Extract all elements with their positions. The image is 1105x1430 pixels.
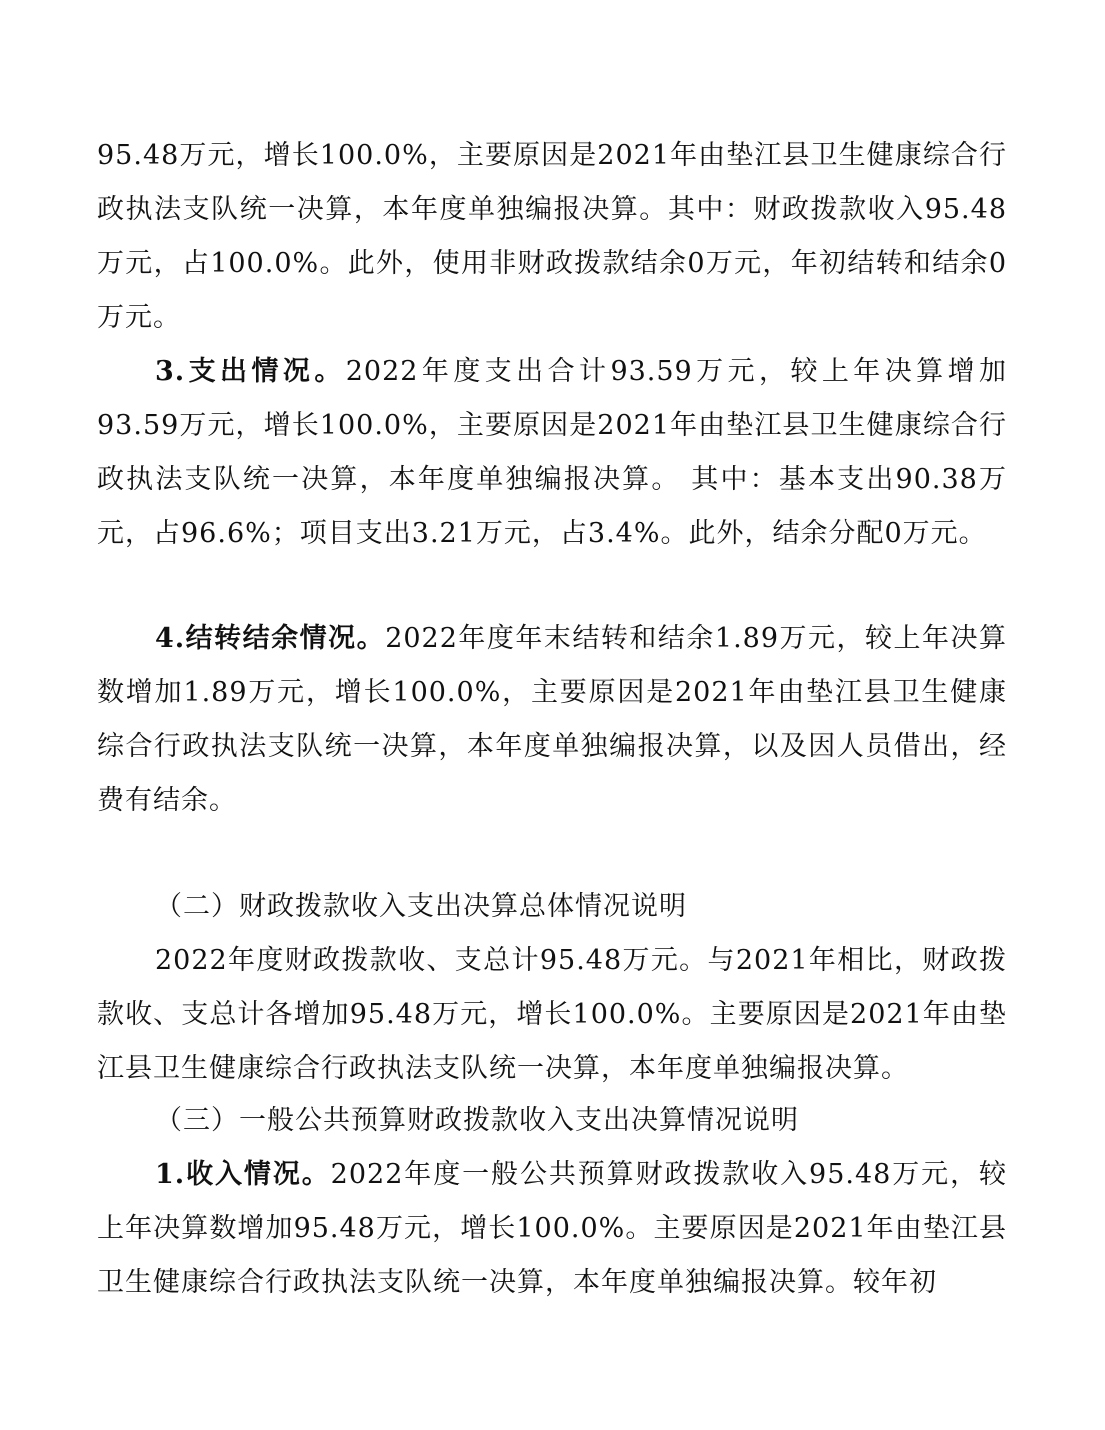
paragraph-text: 2022年度支出合计93.59万元，较上年决算增加93.59万元，增长100.0%，主要原因是2021年由垫江县卫生健康综合行政执法支队统一决算，本年度单独编报决算。 其中：基本支出90.38万元，占96.6%；项目支出3.21万元，占3.4%。此外，结余分配0万元。 xyxy=(97,356,1007,549)
paragraph-carryover-balance xyxy=(97,612,1007,828)
paragraph-text: 95.48万元，增长100.0%，主要原因是2021年由垫江县卫生健康综合行政执法支队统一决算，本年度单独编报决算。其中：财政拨款收入95.48万元，占100.0%。此外，使用非财政拨款结余0万元，年初结转和结余0万元。 xyxy=(97,140,1007,333)
paragraph-expenditure xyxy=(97,345,1007,561)
paragraph-text: 2022年度年末结转和结余1.89万元，较上年决算数增加1.89万元，增长100.0%，主要原因是2021年由垫江县卫生健康综合行政执法支队统一决算，本年度单独编报决算，以及因人员借出，经费有结余。 xyxy=(97,623,1007,816)
paragraph-income-continuation xyxy=(97,129,1007,345)
section-heading-3: （三）一般公共预算财政拨款收入支出决算情况说明 xyxy=(155,1105,799,1136)
section-label-carryover: 4.结转结余情况。 xyxy=(155,623,386,654)
section-label-income: 1.收入情况。 xyxy=(155,1159,331,1190)
paragraph-fiscal-overview xyxy=(97,934,1007,1096)
section-label-expenditure: 3.支出情况。 xyxy=(155,356,346,387)
paragraph-general-budget-income xyxy=(97,1148,1007,1310)
paragraph-text: 2022年度一般公共预算财政拨款收入95.48万元，较上年决算数增加95.48万元，增长100.0%。主要原因是2021年由垫江县卫生健康综合行政执法支队统一决算，本年度单独编报决算。较年初 xyxy=(97,1159,1008,1298)
paragraph-text: 2022年度财政拨款收、支总计95.48万元。与2021年相比，财政拨款收、支总计各增加95.48万元，增长100.0%。主要原因是2021年由垫江县卫生健康综合行政执法支队统一决算，本年度单独编报决算。 xyxy=(97,945,1007,1084)
section-heading-2: （二）财政拨款收入支出决算总体情况说明 xyxy=(155,891,687,922)
